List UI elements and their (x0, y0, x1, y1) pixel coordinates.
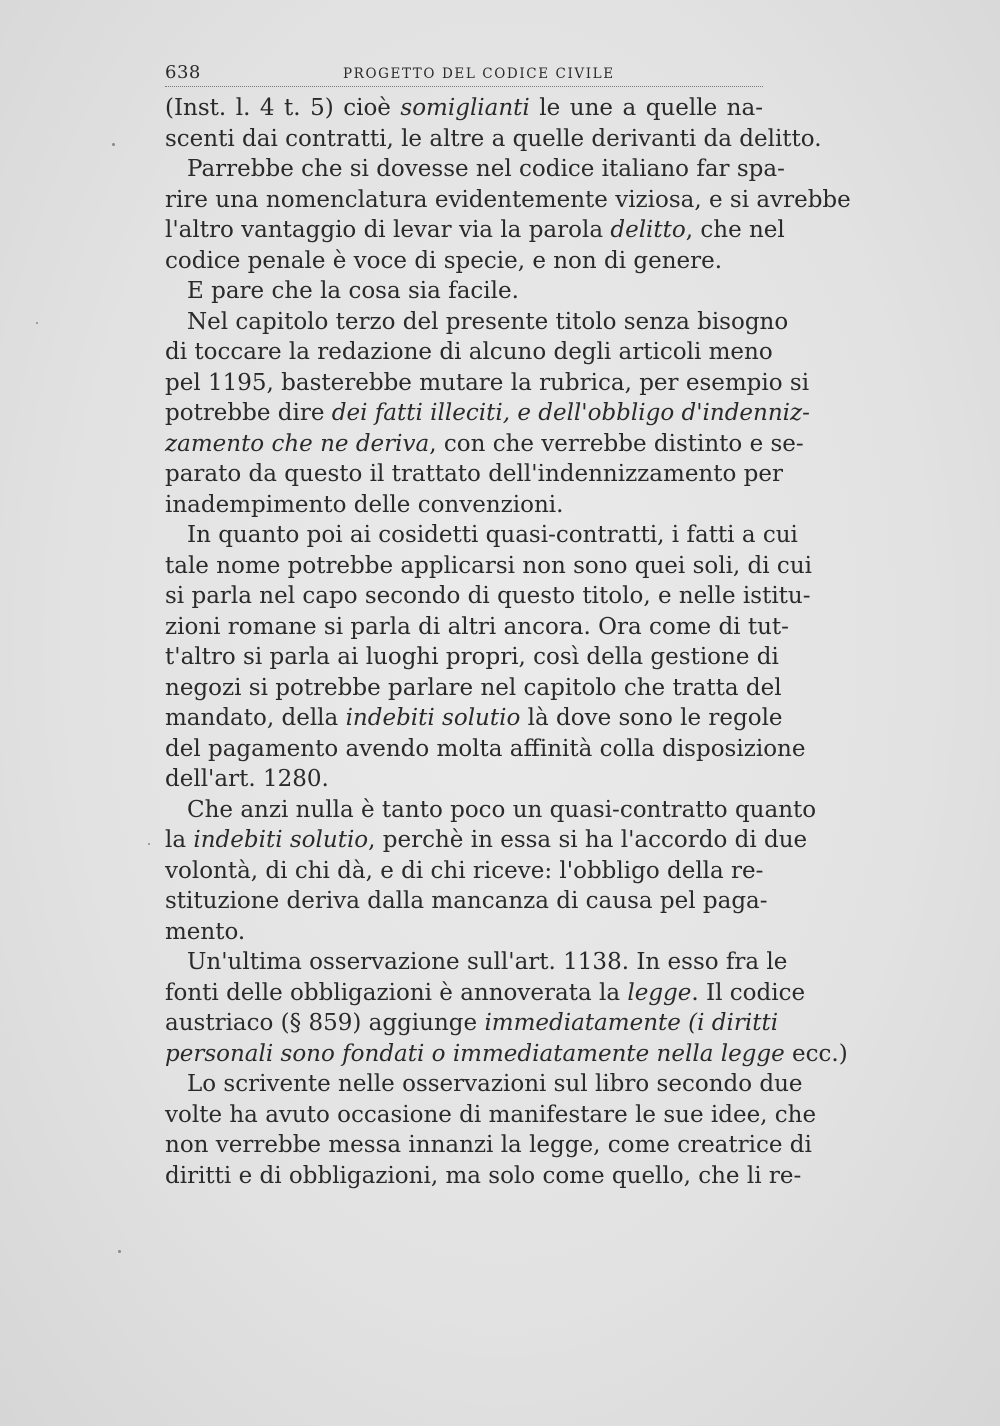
italic-text: indebiti solutio (193, 827, 369, 853)
italic-text: somiglianti (400, 95, 530, 121)
text-segment: mento. (165, 918, 246, 945)
text-line (165, 154, 785, 185)
text-line (165, 93, 763, 124)
text-segment: , perchè in essa si ha l'accordo di due (368, 827, 808, 853)
text-segment: ecc.) (784, 1040, 848, 1067)
text-line (165, 1039, 848, 1070)
text-line (165, 978, 806, 1009)
text-line (165, 764, 763, 795)
text-segment: la (165, 827, 194, 853)
text-segment: l'altro vantaggio di levar via la parola (165, 217, 611, 243)
text-segment: volontà, di chi dà, e di chi riceve: l'obbligo della re- (165, 857, 764, 884)
text-line (165, 276, 763, 307)
text-line (165, 307, 789, 338)
text-line (165, 795, 817, 826)
text-segment: mandato, della (165, 705, 346, 731)
text-segment: di toccare la redazione di alcuno degli articoli meno (165, 339, 773, 365)
text-segment: parato da questo il trattato dell'indennizzamento per (165, 461, 783, 487)
text-line (165, 520, 798, 551)
text-line (165, 246, 763, 277)
text-segment: Nel capitolo terzo del presente titolo senza bisogno (187, 308, 789, 335)
text-line (165, 429, 804, 460)
text-line (165, 337, 773, 368)
paper-speck (148, 843, 150, 845)
text-segment: . Il codice (691, 979, 806, 1006)
text-segment: volte ha avuto occasione di manifestare le sue idee, che (165, 1101, 817, 1128)
page-header (165, 62, 763, 87)
text-segment: tale nome potrebbe applicarsi non sono quei soli, di cui (165, 552, 812, 579)
text-segment: fonti delle obbligazioni è annoverata la (165, 979, 628, 1006)
italic-text: dei fatti illeciti, e dell'obbligo d'indenniz- (331, 400, 810, 426)
paper-speck (36, 322, 38, 324)
text-line (165, 185, 851, 216)
italic-text: zamento che ne deriva (165, 430, 430, 457)
text-segment: Lo scrivente nelle osservazioni sul libro secondo due (187, 1071, 803, 1097)
text-line (165, 581, 811, 612)
text-line (165, 1100, 817, 1131)
italic-text: legge (627, 979, 692, 1006)
italic-text: personali sono fondati o immediatamente nella legge (165, 1040, 785, 1067)
text-segment: E pare che la cosa sia facile. (187, 278, 519, 304)
italic-text: delitto (610, 217, 686, 243)
text-segment: rire una nomenclatura evidentemente viziosa, e si avrebbe (165, 186, 851, 213)
text-segment: (Inst. l. 4 t. 5) cioè (165, 95, 401, 121)
text-line (165, 459, 783, 490)
text-line (165, 1161, 802, 1192)
text-line (165, 1130, 812, 1161)
text-segment: , che nel (685, 217, 785, 243)
text-segment: austriaco (§ 859) aggiunge (165, 1010, 485, 1036)
text-segment: t'altro si parla ai luoghi propri, così della gestione di (165, 644, 779, 670)
italic-text: indebiti solutio (345, 705, 521, 731)
text-line (165, 490, 763, 521)
text-segment: del pagamento avendo molta affinità colla disposizione (165, 735, 806, 762)
body-text (165, 93, 851, 1191)
text-segment: non verrebbe messa innanzi la legge, come creatrice di (165, 1132, 812, 1158)
text-segment: le une a quelle na- (529, 95, 763, 121)
text-line (165, 551, 812, 582)
text-line (165, 856, 763, 887)
text-line (165, 825, 808, 856)
text-segment: là dove sono le regole (520, 705, 783, 731)
text-line (165, 612, 789, 643)
text-line (165, 642, 779, 673)
text-line (165, 1008, 779, 1039)
text-segment: scenti dai contratti, le altre a quelle derivanti da delitto. (165, 125, 822, 152)
text-segment: Che anzi nulla è tanto poco un quasi-contratto quanto (187, 796, 817, 823)
text-segment: In quanto poi ai cosidetti quasi-contratti, i fatti a cui (187, 522, 798, 548)
paper-speck (112, 143, 115, 146)
text-line (165, 398, 810, 429)
page-number: 638 (165, 62, 201, 83)
text-segment: potrebbe dire (165, 400, 332, 426)
text-line (165, 703, 783, 734)
text-segment: negozi si potrebbe parlare nel capitolo che tratta del (165, 674, 782, 701)
text-segment: stituzione deriva dalla mancanza di causa pel paga- (165, 888, 768, 914)
text-line (165, 368, 810, 399)
text-line (165, 734, 806, 765)
text-line (165, 917, 763, 948)
text-segment: Parrebbe che si dovesse nel codice italiano far spa- (187, 156, 785, 182)
text-segment: Un'ultima osservazione sull'art. 1138. In esso fra le (187, 949, 788, 975)
text-line (165, 1069, 803, 1100)
text-segment: zioni romane si parla di altri ancora. Ora come di tut- (165, 613, 789, 640)
text-segment: si parla nel capo secondo di questo titolo, e nelle istitu- (165, 583, 811, 609)
text-line (165, 947, 788, 978)
running-head: PROGETTO DEL CODICE CIVILE (343, 66, 615, 82)
text-segment: dell'art. 1280. (165, 766, 329, 792)
text-line (165, 886, 768, 917)
italic-text: immediatamente (i diritti (484, 1010, 779, 1036)
text-segment: inadempimento delle convenzioni. (165, 491, 564, 518)
text-segment: pel 1195, basterebbe mutare la rubrica, per esempio si (165, 369, 810, 396)
text-segment: , con che verrebbe distinto e se- (429, 430, 804, 457)
text-segment: diritti e di obbligazioni, ma solo come quello, che li re- (165, 1162, 802, 1189)
text-line (165, 124, 822, 155)
text-segment: codice penale è voce di specie, e non di genere. (165, 247, 723, 274)
text-line (165, 215, 785, 246)
text-line (165, 673, 782, 704)
paper-speck (118, 1250, 121, 1253)
